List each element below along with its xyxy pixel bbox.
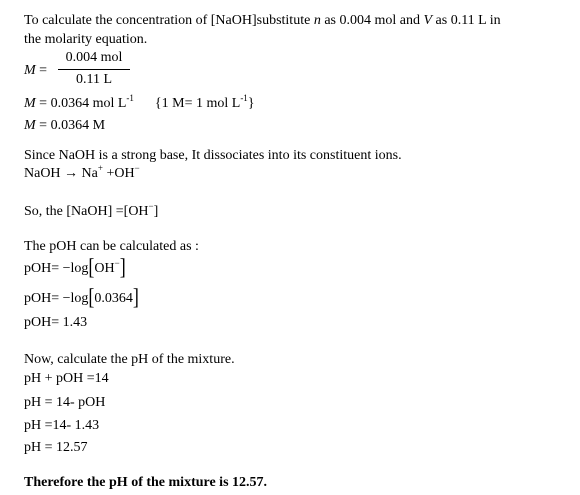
ph-line-4: pH = 12.57 [24,440,88,455]
molarity-value: = 0.0364 M [39,118,106,133]
charge-minus: − [148,201,154,211]
ph-intro: Now, calculate the pH of the mixture. [24,352,235,367]
var-v: V [423,13,433,28]
equals-sign: = [39,63,48,78]
charge-minus: − [134,163,140,173]
poh-line-1: pOH= −log[OH−] [24,253,126,280]
intro-text-b: as 0.004 mol and [324,13,420,28]
poh-intro: The pOH can be calculated as : [24,239,199,254]
ph-line-3: pH =14- 1.43 [24,418,100,433]
dissociation-equation [24,165,140,182]
molarity-symbol: M [24,118,36,133]
charge-plus: + [97,163,103,173]
hydroxide: OH [94,261,115,276]
equality-statement [24,203,158,220]
eq-part-b: +OH [102,166,135,181]
exponent: -1 [126,93,134,103]
poh-line-3: pOH= 1.43 [24,315,88,330]
poh-log: pOH= −log [24,291,89,306]
so-part-a: So, the [NaOH] =[OH [24,204,149,219]
fraction-bar [58,69,130,70]
charge-minus: − [114,258,120,268]
intro-line-1 [24,12,501,29]
ph-line-2: pH = 14- pOH [24,395,106,410]
molarity-value: = 0.0364 mol L [39,96,127,111]
molarity-symbol: M [24,96,36,111]
ph-line-1: pH + pOH =14 [24,371,109,386]
molarity-result-2 [24,117,105,134]
conclusion: Therefore the pH of the mixture is 12.57. [24,475,268,490]
exponent: -1 [240,93,248,103]
molarity-result-1 [24,95,255,112]
so-part-b: ] [153,204,159,219]
var-n: n [313,13,321,28]
intro-text-c: as 0.11 L in [435,13,501,28]
dissociation-text: Since NaOH is a strong base, It dissociates into its constituent ions. [24,148,402,163]
unit-note: {1 M= 1 mol L [154,96,241,111]
intro-text-a: To calculate the concentration of [NaOH]substitute [24,13,311,28]
fraction-numerator: 0.004 mol [65,50,123,65]
intro-line-2: the molarity equation. [24,32,148,47]
unit-note-close: } [247,96,255,111]
poh-log: pOH= −log [24,261,89,276]
eq-part-a: NaOH → Na [24,166,98,181]
molarity-equation [24,62,47,79]
concentration-value: 0.0364 [94,291,133,306]
poh-line-2: pOH= −log[0.0364] [24,283,139,310]
fraction-denominator: 0.11 L [75,72,113,87]
molarity-symbol: M [24,63,36,78]
